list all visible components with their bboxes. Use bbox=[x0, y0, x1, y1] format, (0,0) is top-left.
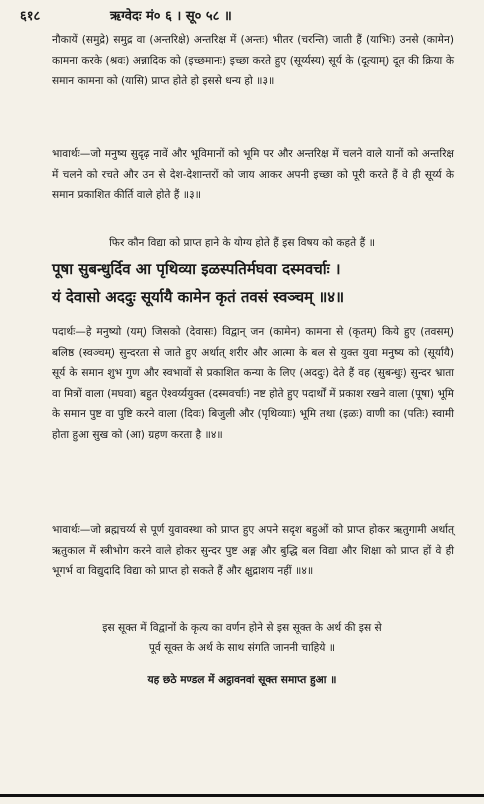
closing-line-1: इस सूक्त में विद्वानों के कृत्य का वर्णन होने से इस सूक्त के अर्थ की इस से bbox=[102, 622, 382, 634]
mantra-line-2: यं देवासो अददुः सूर्यायै कामेन कृतं तवसं स्वञ्चम् ॥४॥ bbox=[52, 288, 345, 306]
page-number: ६१८ bbox=[20, 9, 41, 24]
bhavartha-3: भावार्थः—जो मनुष्य सुदृढ़ नावें और भूविमानों को भूमि पर और अन्तरिक्ष में चलने वाले यानों को अन्तरिक्ष में चलने को रचते और उन से देश-देशान्तरों को जाय आकर अपनी इच्छा को पूरी करते हैं वे ही सूर्य्य के समान प्रकाशित कीर्ति वाले होते हैं ॥३॥ bbox=[52, 148, 454, 201]
running-head: ऋग्वेदः मं० ६ । सू० ५८ ॥ bbox=[110, 9, 232, 24]
padartha-4: पदार्थः—हे मनुष्यो (यम्) जिसको (देवासः) विद्वान् जन (कामेन) कामना से (कृतम्) किये हुए (तवसम्) बलिष्ठ (स्वञ्चम्) सुन्दरता से जाते हुए अर्थात् शरीर और आत्मा के बल से युक्त युवा मनुष्य को (सूर्यायै) सूर्य के समान शुभ गुण और स्वभावों से प्रकाशित कन्या के लिए (अददुः) देते हैं वह (सुबन्धुः) सुन्दर भ्राता वा मित्रों वाला (मघवा) बहुत ऐश्वर्य्ययुक्त (दस्मवर्चाः) नष्ट होते हुए पदार्थों में प्रकाश रखने वाला (पूषा) भूमि के समान पुष्ट वा पुष्टि करने वाला (दिवः) बिजुली और (पृथिव्याः) भूमि तथा (इळः) वाणी का (पतिः) स्वामी होता हुआ सुख को (आ) ग्रहण करता है ॥४॥ bbox=[52, 326, 454, 441]
page-header bbox=[20, 6, 464, 28]
bhavartha-4: भावार्थः—जो ब्रह्मचर्य्य से पूर्ण युवावस्था को प्राप्त हुए अपने सदृश बहुओं को प्राप्त होकर ऋतुगामी अर्थात् ऋतुकाल में स्त्रीभोग करने वाले होकर सुन्दर पुष्ट अङ्ग और बुद्धि बल विद्या और शिक्षा को प्राप्त हों वे ही भूगर्भ वा विद्युदादि विद्या को प्राप्त हो सकते हैं और क्षुद्राशय नहीं ॥४॥ bbox=[52, 524, 454, 577]
mantra-line-1: पूषा सुबन्धुर्दिव आ पृथिव्या इळस्पतिर्मघवा दस्मवर्चाः । bbox=[52, 260, 341, 278]
section-intro: फिर कौन विद्या को प्राप्त हाने के योग्य होते हैं इस विषय को कहते हैं ॥ bbox=[109, 237, 375, 249]
sukta-end-note: यह छठे मण्डल में अट्ठावनवां सूक्त समाप्त हुआ ॥ bbox=[147, 674, 337, 686]
closing-line-2: पूर्व सूक्त के अर्थ के साथ संगति जाननी चाहिये ॥ bbox=[148, 642, 336, 654]
padartha-continued: नौकायें (समुद्रे) समुद्र वा (अन्तरिक्षे) अन्तरिक्ष में (अन्तः) भीतर (चरन्ति) जाती हैं (याभिः) उनसे (कामेन) कामना करके (श्रवः) अन्नादिक को (इच्छमानः) इच्छा करते हुए (सूर्य्यस्य) सूर्य के (दूत्याम्) दूत की क्रिया के समान कामना को (यासि) प्राप्त होते हो इससे धन्य हो ॥३॥ bbox=[52, 34, 454, 87]
page-bottom-edge bbox=[0, 794, 484, 797]
